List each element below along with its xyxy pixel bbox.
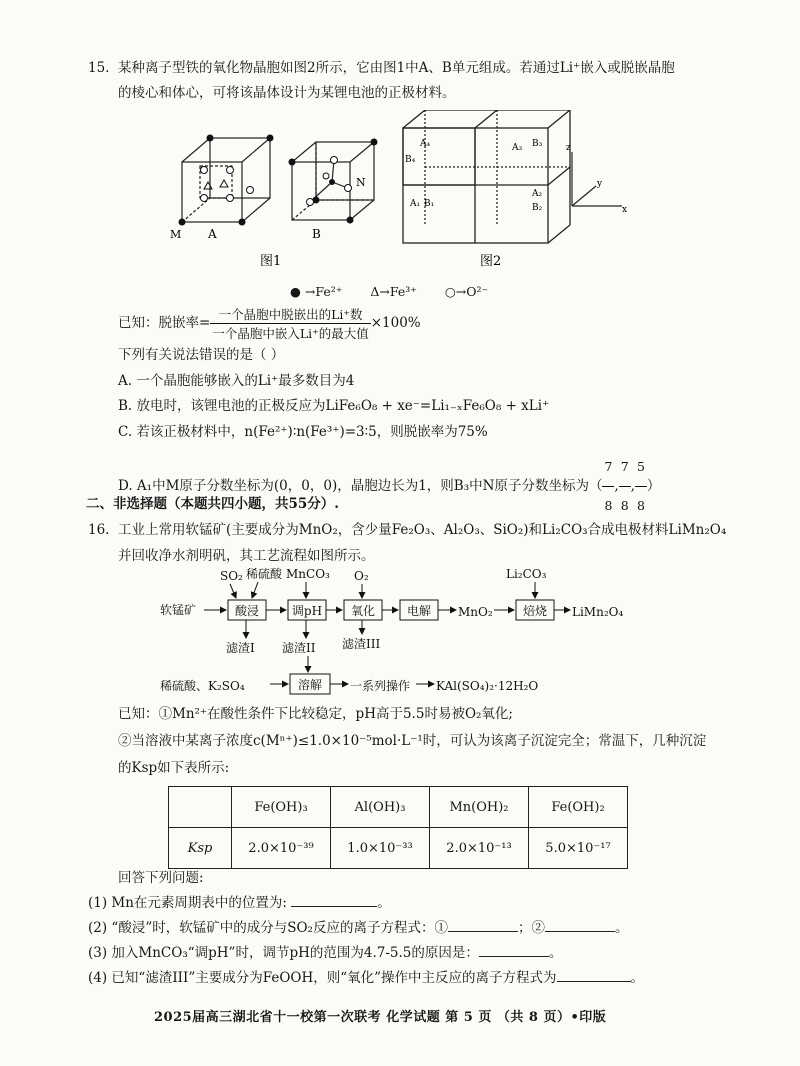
label-m: M — [170, 228, 182, 241]
row2-product: KAl(SO₄)₂·12H₂O — [436, 679, 539, 693]
fig1-caption: 图1 — [260, 254, 282, 269]
q15-option-a: A. 一个晶胞能够嵌入的Li⁺最多数目为4 — [118, 373, 355, 389]
legend — [290, 284, 488, 299]
label-a: A — [208, 227, 217, 241]
flow-mno2: MnO₂ — [458, 605, 493, 619]
svg-text:B₃: B₃ — [532, 139, 543, 149]
flow-start: 软锰矿 — [160, 603, 197, 617]
answer-blank-4[interactable] — [557, 969, 631, 982]
known-prefix: 已知：脱嵌率= — [118, 315, 211, 331]
axis-y: y — [597, 179, 603, 189]
row2-reagents: 稀硫酸、K₂SO₄ — [160, 679, 245, 693]
col-aloh3: Al(OH)₃ — [331, 787, 430, 828]
legend-fe2: →Fe²⁺ — [304, 284, 343, 299]
sub-question-4: (4) 已知“滤渣III”主要成分为FeOOH，则“氧化”操作中主反应的离子方程式为 。 — [88, 970, 645, 986]
residue-1: 滤渣I — [226, 641, 255, 655]
step-dissolve: 溶解 — [297, 678, 323, 692]
q15-stem-line1: 某种离子型铁的氧化物晶胞如图2所示，它由图1中A、B单元组成。若通过Li⁺嵌入或脱嵌晶胞 — [118, 60, 675, 76]
axis-x: x — [622, 205, 628, 215]
process-flowchart — [160, 566, 680, 706]
sub-question-1: (1) Mn在元素周期表中的位置为: 。 — [88, 895, 391, 911]
q15-option-c: C. 若该正极材料中，n(Fe²⁺)∶n(Fe³⁺)=3∶5，则脱嵌率为75% — [118, 424, 488, 440]
q15-question: 下列有关说法错误的是（ ） — [118, 347, 285, 363]
answer-blank-3[interactable] — [479, 944, 549, 957]
sub-question-3: (3) 加入MnCO₃“调pH”时，调节pH的范围为4.7-5.5的原因是： 。 — [88, 945, 563, 961]
reagent-o2: O₂ — [354, 569, 369, 583]
svg-text:A₁: A₁ — [410, 199, 421, 209]
q16-stem-line1: 工业上常用软锰矿(主要成分为MnO₂，含少量Fe₂O₃、Al₂O₃、SiO₂)和Li₂CO₃合成电极材料LiMn₂O₄ — [118, 522, 727, 538]
svg-text:A₂: A₂ — [532, 189, 543, 199]
svg-text:B₂: B₂ — [532, 203, 543, 213]
answer-blank-2a[interactable] — [448, 919, 518, 932]
known-formula — [118, 305, 421, 342]
col-feoh2: Fe(OH)₂ — [529, 787, 628, 828]
crystal-figures — [160, 110, 640, 285]
table-row: Ksp 2.0×10⁻³⁹ 1.0×10⁻³³ 2.0×10⁻¹³ 5.0×10⁻¹⁷ — [169, 828, 628, 869]
step-calcine: 焙烧 — [522, 604, 548, 618]
legend-o2: ○→O²⁻ — [444, 284, 489, 299]
fig2-caption: 图2 — [480, 254, 502, 269]
residue-2: 滤渣II — [282, 641, 316, 655]
q15-option-d: D. A₁中M原子分数坐标为(0，0，0)，晶胞边长为1，则B₃中N原子分数坐标为（ $\frac{7}{8}$ , $\frac{7}{8}$ , $\frac{5}{8}$ ） — [118, 448, 660, 525]
residue-3: 滤渣III — [342, 637, 381, 651]
q15-option-b: B. 放电时，该锂电池的正极反应为LiFe₆O₈ + xe⁻=Li₁₋ₓFe₆O₈ + xLi⁺ — [118, 398, 550, 414]
step-oxidize: 氧化 — [350, 604, 376, 618]
page-footer: 2025届高三湖北省十一校第一次联考 化学试题 第 5 页 （共 8 页）•印版 — [154, 1010, 607, 1025]
legend-fe3: Δ→Fe³⁺ — [370, 284, 417, 299]
label-b: B — [312, 227, 321, 241]
sub-question-2: (2) “酸浸”时，软锰矿中的成分与SO₂反应的离子方程式：① ；② 。 — [88, 920, 629, 936]
col-mnoh2: Mn(OH)₂ — [430, 787, 529, 828]
svg-text:B₁: B₁ — [424, 199, 435, 209]
q16-stem-line2: 并回收净水剂明矾，其工艺流程如图所示。 — [118, 548, 375, 564]
unit-a-cube — [182, 138, 270, 222]
answer-blank-1[interactable] — [291, 894, 377, 907]
flow-product: LiMn₂O₄ — [572, 605, 624, 619]
table-header-row — [169, 787, 628, 828]
reagent-so2: SO₂ — [220, 569, 243, 583]
svg-text:A₃: A₃ — [512, 143, 523, 153]
ksp-table — [168, 786, 628, 869]
svg-text:B₄: B₄ — [405, 155, 416, 165]
row-label-ksp: Ksp — [169, 828, 232, 869]
reagent-h2so4: 稀硫酸 — [246, 567, 283, 581]
q16-known-2: ②当溶液中某离子浓度c(Mⁿ⁺)≤1.0×10⁻⁵mol·L⁻¹时，可认为该离子沉淀完全；常温下，几种沉淀 — [118, 733, 707, 749]
answer-blank-2b[interactable] — [545, 919, 615, 932]
q15-stem-line2: 的棱心和体心，可将该晶体设计为某锂电池的正极材料。 — [118, 85, 456, 101]
step-electrolysis: 电解 — [406, 604, 432, 618]
known-suffix: ×100% — [370, 315, 421, 331]
row2-tail: 一系列操作 — [350, 679, 411, 693]
svg-text:A₄: A₄ — [420, 139, 431, 149]
fe2-dot-icon: ● — [290, 284, 301, 299]
fig2-cube — [403, 110, 570, 243]
reagent-mnco3: MnCO₃ — [286, 567, 330, 581]
label-n: N — [356, 176, 366, 189]
step-acid-leach: 酸浸 — [234, 604, 260, 618]
step-adjust-ph: 调pH — [291, 604, 323, 618]
section-2-heading: 二、非选择题（本题共四小题，共55分）. — [86, 496, 339, 512]
col-feoh3: Fe(OH)₃ — [232, 787, 331, 828]
formula-fraction: $\frac{\text{一个晶胞中脱嵌出的Li⁺数}}{\text{一个晶胞中嵌入Li⁺的最大值}}$ — [212, 307, 369, 341]
answer-intro: 回答下列问题: — [118, 870, 204, 886]
reagent-li2co3: Li₂CO₃ — [506, 567, 547, 581]
q16-known-1: 已知：①Mn²⁺在酸性条件下比较稳定，pH高于5.5时易被O₂氧化; — [118, 706, 513, 722]
axis-z: z — [566, 143, 571, 153]
q16-known-3: 的Ksp如下表所示: — [118, 760, 230, 776]
q16-number: 16. — [88, 522, 110, 538]
q15-number: 15. — [88, 60, 110, 76]
